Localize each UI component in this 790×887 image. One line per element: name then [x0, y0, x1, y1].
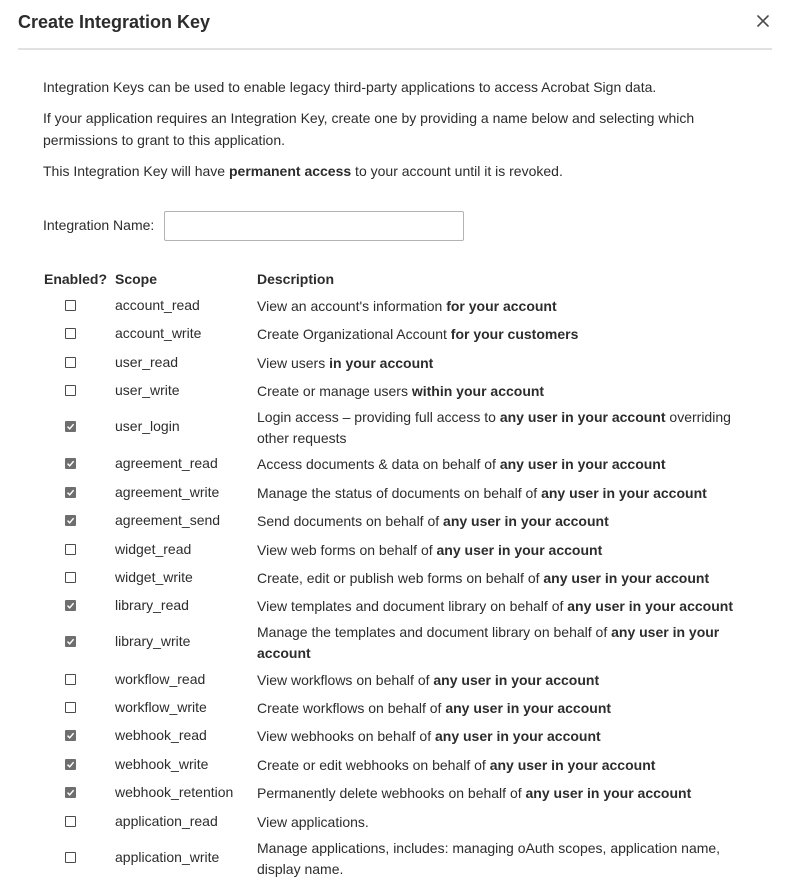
scope-description — [257, 353, 757, 374]
description-text: Manage the templates and document library on behalf of — [257, 624, 612, 640]
description-emphasis: any user in your account — [489, 757, 656, 773]
scope-name: agreement_write — [115, 483, 220, 500]
scope-row-user-read — [43, 353, 763, 374]
description-emphasis: any user in your account — [443, 513, 609, 529]
scope-row-account-write — [43, 324, 763, 345]
checkmark-icon — [66, 422, 75, 431]
enabled-checkbox[interactable] — [65, 787, 76, 798]
intro-text-3 — [43, 160, 743, 182]
checkmark-icon — [66, 601, 75, 610]
enabled-checkbox[interactable] — [65, 572, 76, 583]
description-text: Create or edit webhooks on behalf of — [257, 757, 490, 773]
scope-name: application_write — [115, 849, 220, 865]
scope-row-webhook-retention — [43, 783, 763, 804]
intro-text-3-bold: permanent access — [228, 163, 352, 179]
enabled-checkbox[interactable] — [65, 544, 76, 555]
scope-row-widget-write — [43, 568, 763, 589]
scope-row-application-write — [43, 838, 763, 880]
description-emphasis: any user in your account — [525, 785, 692, 801]
description-text: View applications. — [257, 814, 369, 830]
enabled-checkbox[interactable] — [65, 852, 76, 863]
description-text: View users — [257, 355, 330, 371]
description-emphasis: any user in your account — [257, 624, 720, 661]
enabled-checkbox[interactable] — [65, 458, 76, 469]
description-emphasis: in your account — [329, 355, 434, 371]
enabled-checkbox[interactable] — [65, 487, 76, 498]
scope-name: webhook_retention — [115, 783, 234, 800]
checkmark-icon — [66, 459, 75, 468]
description-emphasis: any user in your account — [567, 598, 733, 614]
description-emphasis: for your account — [446, 298, 557, 314]
scope-description — [257, 838, 757, 880]
scope-row-user-write — [43, 381, 763, 402]
integration-name-input[interactable] — [164, 211, 464, 241]
description-text: Manage applications, includes: managing oAuth scopes, application name, display name. — [257, 840, 721, 877]
description-text: View webhooks on behalf of — [257, 728, 435, 744]
scope-name: application_read — [115, 812, 218, 829]
description-text: Permanently delete webhooks on behalf of — [257, 785, 526, 801]
checkmark-icon — [66, 731, 75, 740]
close-button[interactable] — [752, 10, 774, 32]
description-text: Create workflows on behalf of — [257, 700, 446, 716]
enabled-checkbox[interactable] — [65, 300, 76, 311]
description-text: View templates and document library on behalf of — [257, 598, 568, 614]
scope-name: widget_write — [115, 568, 193, 585]
description-emphasis: for your customers — [450, 326, 579, 342]
scope-row-application-read — [43, 812, 763, 833]
description-text: Manage the status of documents on behalf of — [257, 485, 542, 501]
description-emphasis: any user in your account — [433, 672, 600, 688]
enabled-checkbox[interactable] — [65, 636, 76, 647]
header-enabled: Enabled? — [44, 271, 108, 287]
description-text: Create or manage users — [257, 383, 412, 399]
enabled-checkbox[interactable] — [65, 702, 76, 713]
scope-name: user_write — [115, 381, 180, 398]
scope-description — [257, 324, 757, 345]
scope-row-library-write — [43, 622, 763, 664]
scope-description — [257, 783, 757, 804]
scope-row-workflow-read — [43, 670, 763, 691]
checkmark-icon — [66, 516, 75, 525]
enabled-checkbox[interactable] — [65, 816, 76, 827]
dialog-header — [18, 0, 772, 50]
scope-row-user-login — [43, 407, 763, 449]
checkmark-icon — [66, 637, 75, 646]
checkmark-icon — [66, 760, 75, 769]
close-icon — [752, 10, 774, 32]
scope-name: account_read — [115, 296, 200, 313]
enabled-checkbox[interactable] — [65, 600, 76, 611]
description-text: Login access – providing full access to — [257, 409, 500, 425]
enabled-checkbox[interactable] — [65, 515, 76, 526]
description-emphasis: any user in your account — [434, 728, 601, 744]
description-emphasis: any user in your account — [499, 456, 666, 472]
scope-row-agreement-write — [43, 483, 763, 504]
scope-description — [257, 511, 757, 532]
scope-name: webhook_write — [115, 755, 209, 772]
description-text-after: overriding other requests — [257, 409, 731, 446]
scope-name: agreement_send — [115, 511, 221, 528]
header-scope: Scope — [115, 271, 158, 287]
scope-row-webhook-write — [43, 755, 763, 776]
description-text: View an account's information — [257, 298, 447, 314]
description-emphasis: within your account — [411, 383, 545, 399]
enabled-checkbox[interactable] — [65, 421, 76, 432]
scope-row-agreement-read — [43, 454, 763, 475]
scope-description — [257, 596, 757, 617]
enabled-checkbox[interactable] — [65, 730, 76, 741]
integration-name-row — [43, 211, 473, 241]
scope-name: user_read — [115, 353, 179, 370]
description-text: View workflows on behalf of — [257, 672, 434, 688]
enabled-checkbox[interactable] — [65, 674, 76, 685]
scope-row-widget-read — [43, 540, 763, 561]
checkmark-icon — [66, 788, 75, 797]
scope-description — [257, 483, 757, 504]
scope-name: user_login — [115, 418, 180, 434]
scope-name: library_write — [115, 633, 191, 649]
description-emphasis: any user in your account — [541, 485, 707, 501]
intro-text-3-pre: This Integration Key will have — [43, 163, 229, 179]
description-text: Create Organizational Account — [257, 326, 451, 342]
intro-text-1: Integration Keys can be used to enable legacy third-party applications to access Acrobat Sign data. — [43, 79, 657, 95]
scope-description — [257, 670, 757, 691]
scope-row-agreement-send — [43, 511, 763, 532]
scope-name: library_read — [115, 596, 189, 613]
scope-row-library-read — [43, 596, 763, 617]
description-text: Send documents on behalf of — [257, 513, 444, 529]
scope-name: webhook_read — [115, 726, 207, 743]
description-emphasis: any user in your account — [436, 542, 603, 558]
scope-name: widget_read — [115, 540, 192, 557]
scope-description — [257, 296, 757, 317]
scope-row-account-read — [43, 296, 763, 317]
enabled-checkbox[interactable] — [65, 385, 76, 396]
scope-description — [257, 540, 757, 561]
enabled-checkbox[interactable] — [65, 357, 76, 368]
description-text: Access documents & data on behalf of — [257, 456, 500, 472]
scope-row-workflow-write — [43, 698, 763, 719]
description-emphasis: any user in your account — [499, 409, 666, 425]
dialog-title: Create Integration Key — [18, 12, 211, 32]
enabled-checkbox[interactable] — [65, 328, 76, 339]
scope-description — [257, 755, 757, 776]
intro-text-2: If your application requires an Integration Key, create one by providing a name below and selecting which permissions to grant to this application. — [43, 110, 695, 148]
scope-name: agreement_read — [115, 454, 218, 471]
description-text: Create, edit or publish web forms on behalf of — [257, 570, 544, 586]
scope-description — [257, 726, 757, 747]
scope-description — [257, 454, 757, 475]
description-emphasis: any user in your account — [543, 570, 710, 586]
description-text: View web forms on behalf of — [257, 542, 437, 558]
scope-name: account_write — [115, 324, 202, 341]
scope-row-webhook-read — [43, 726, 763, 747]
description-emphasis: any user in your account — [445, 700, 612, 716]
header-description: Description — [257, 271, 335, 287]
enabled-checkbox[interactable] — [65, 759, 76, 770]
scope-description — [257, 568, 757, 589]
intro-text-3-post: to your account until it is revoked. — [351, 163, 563, 179]
scope-description — [257, 407, 757, 449]
scope-name: workflow_read — [115, 670, 206, 687]
checkmark-icon — [66, 488, 75, 497]
scope-description — [257, 381, 757, 402]
scope-description — [257, 698, 757, 719]
scope-description — [257, 622, 757, 664]
scope-description — [257, 812, 757, 833]
scope-name: workflow_write — [115, 698, 207, 715]
integration-name-label: Integration Name: — [43, 217, 155, 233]
